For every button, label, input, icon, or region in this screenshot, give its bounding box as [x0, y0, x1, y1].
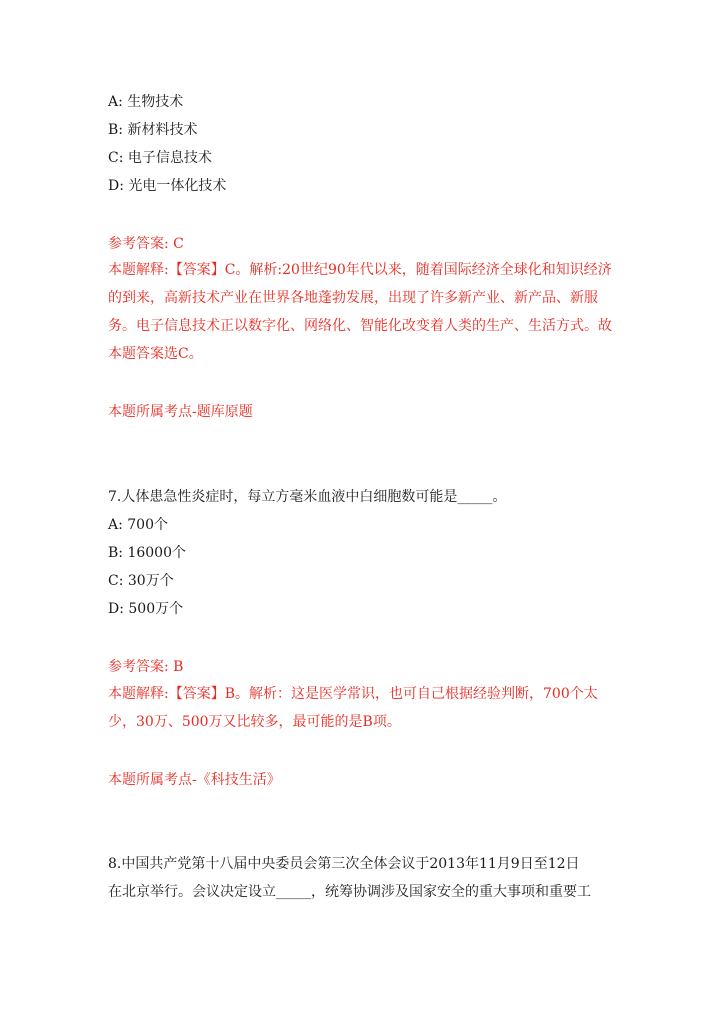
- q6-category: 本题所属考点-题库原题: [108, 404, 253, 420]
- q7-option-b: B: 16000个: [108, 545, 186, 561]
- q8-question-line-2: 在北京举行。会议决定设立_____，统筹协调涉及国家安全的重大事项和重要工: [108, 884, 591, 900]
- q7-explanation: 本题解释:【答案】B。解析：这是医学常识，也可自己根据经验判断，700个太少，30万、500万又比较多，最可能的是B项。: [108, 686, 598, 730]
- q7-option-a: A: 700个: [108, 517, 168, 533]
- q6-explanation: 本题解释:【答案】C。解析:20世纪90年代以来，随着国际经济全球化和知识经济的到来，高新技术产业在世界各地蓬勃发展，出现了许多新产业、新产品、新服务。电子信息技术正以数字化、网络化、智能化改变着人类的生产、生活方式。故本题答案选C。: [108, 262, 612, 362]
- q7-answer: 参考答案: B: [108, 659, 184, 675]
- q6-option-a: A: 生物技术: [108, 94, 184, 110]
- q6-option-b: B: 新材料技术: [108, 122, 198, 138]
- q7-category: 本题所属考点-《科技生活》: [108, 772, 281, 788]
- q6-option-d: D: 光电一体化技术: [108, 178, 227, 194]
- q7-option-d: D: 500万个: [108, 601, 184, 617]
- q6-answer: 参考答案: C: [108, 236, 184, 252]
- q7-question: 7.人体患急性炎症时，每立方毫米血液中白细胞数可能是_____。: [108, 489, 507, 505]
- q7-option-c: C: 30万个: [108, 573, 174, 589]
- q8-question-line-1: 8.中国共产党第十八届中央委员会第三次全体会议于2013年11月9日至12日: [108, 856, 580, 872]
- q6-option-c: C: 电子信息技术: [108, 150, 212, 166]
